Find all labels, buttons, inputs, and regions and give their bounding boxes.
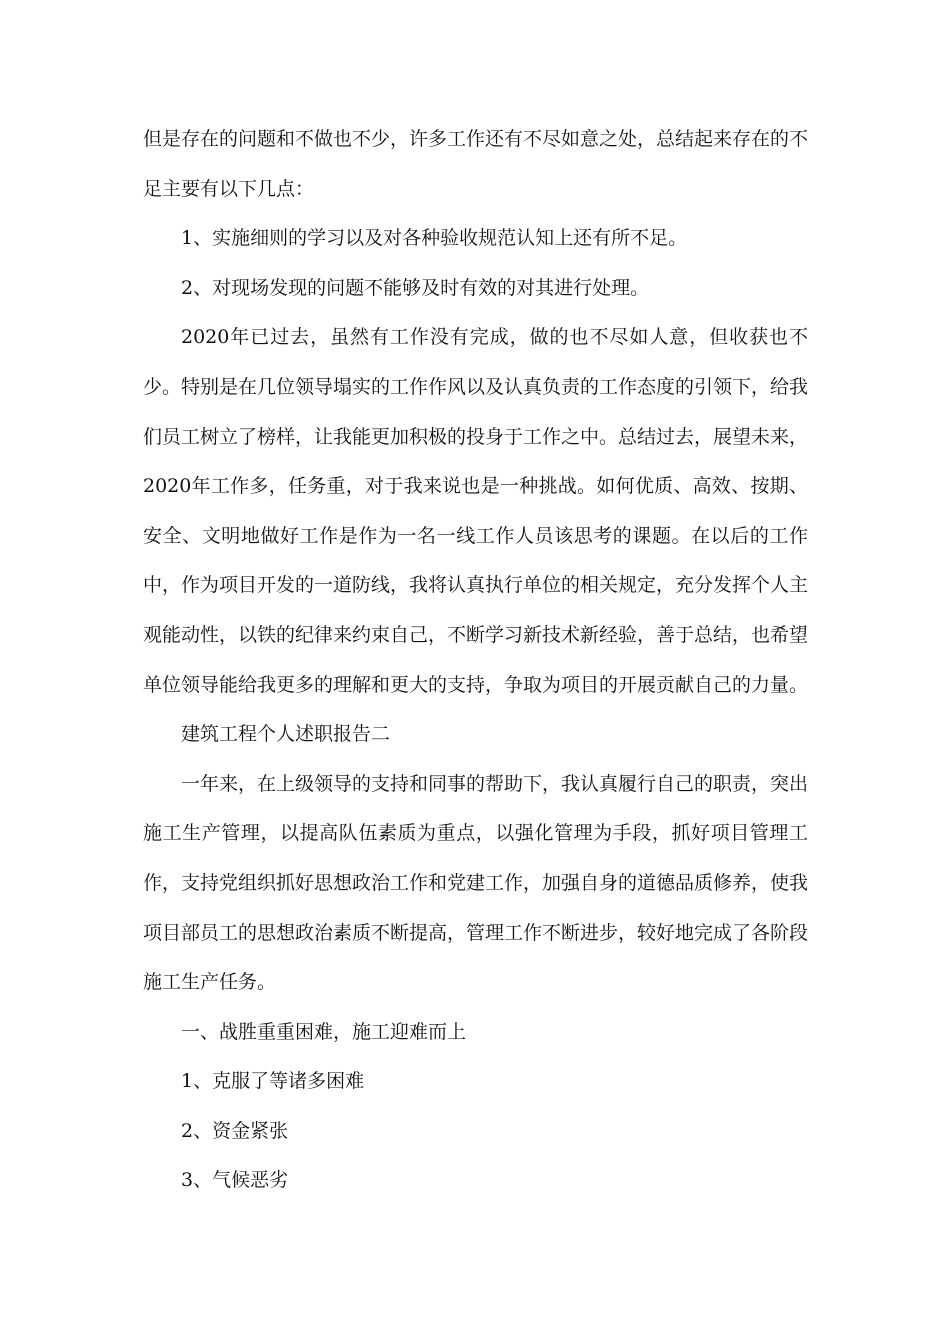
list-item: 1、实施细则的学习以及对各种验收规范认知上还有所不足。 — [181, 227, 688, 250]
paragraph: 2020年已过去，虽然有工作没有完成，做的也不尽如人意，但收获也不少。特别是在几位领导塌实的工作作风以及认真负责的工作态度的引领下，给我们员工树立了榜样，让我能更加积极的投身于工作之中。总结过去，展望未来，2020年工作多，任务重，对于我来说也是一种挑战。如何优质、高效、按期、安全、文明地做好工作是作为一名一线工作人员该思考的课题。在以后的工作中，作为项目开发的一道防线，我将认真执行单位的相关规定，充分发挥个人主观能动性，以铁的纪律来约束自己，不断学习新技术新经验，善于总结，也希望单位领导能给我更多的理解和更大的支持，争取为项目的开展贡献自己的力量。 — [143, 326, 809, 696]
list-item: 2、对现场发现的问题不能够及时有效的对其进行处理。 — [181, 276, 650, 299]
list-item: 3、气候恶劣 — [181, 1169, 289, 1192]
document-body — [143, 115, 808, 1206]
list-item: 2、资金紧张 — [181, 1119, 289, 1142]
section-heading: 建筑工程个人述职报告二 — [181, 723, 391, 746]
paragraph: 一年来，在上级领导的支持和同事的帮助下，我认真履行自己的职责，突出施工生产管理，以提高队伍素质为重点，以强化管理为手段，抓好项目管理工作，支持党组织抓好思想政治工作和党建工作，加强自身的道德品质修养，使我项目部员工的思想政治素质不断提高，管理工作不断进步，较好地完成了各阶段施工生产任务。 — [143, 772, 809, 994]
subsection-heading: 一、战胜重重困难，施工迎难而上 — [181, 1020, 467, 1043]
list-item: 1、克服了等诸多困难 — [181, 1070, 365, 1093]
paragraph: 但是存在的问题和不做也不少，许多工作还有不尽如意之处，总结起来存在的不足主要有以下几点： — [143, 128, 809, 200]
